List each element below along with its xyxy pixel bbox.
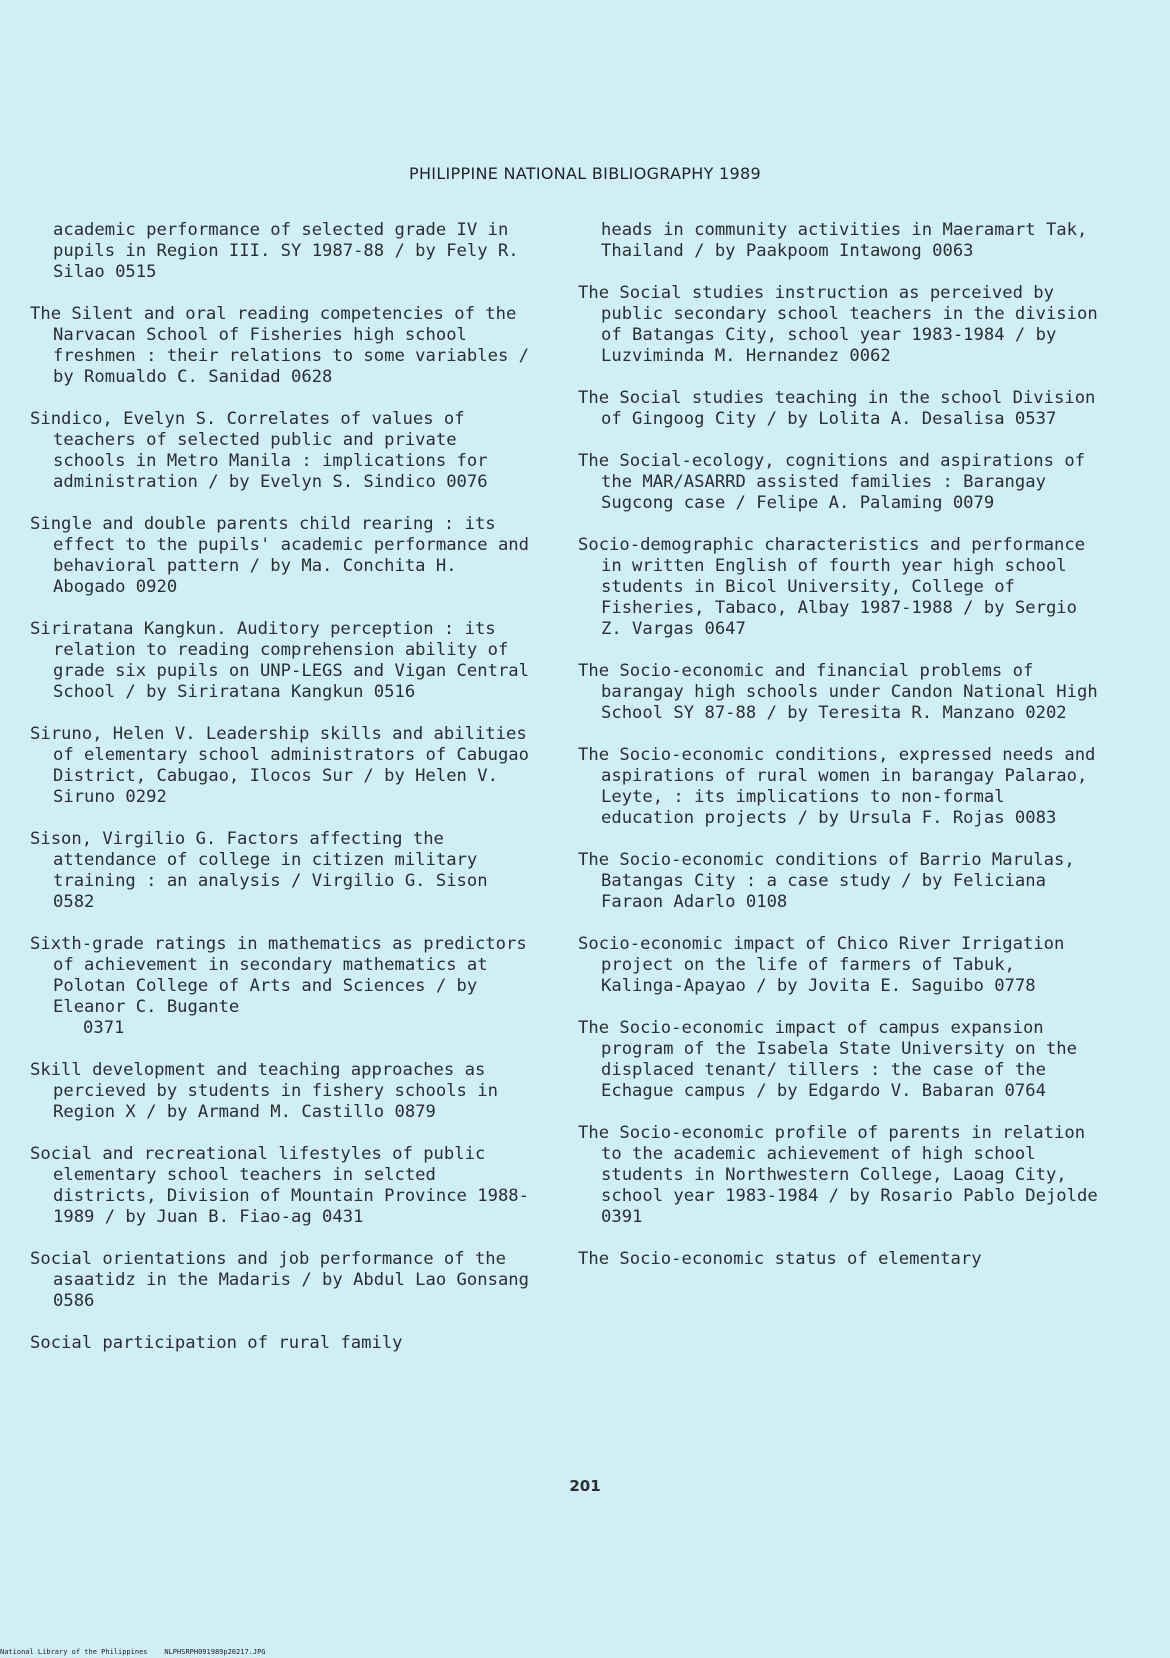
bibliography-entry: Single and double parents child rearing : its effect to the pupils' academic performance and behavioral pattern / by Ma. Conchita H. Abogado 0920 — [30, 514, 529, 597]
bibliography-entry: Sindico, Evelyn S. Correlates of values of teachers of selected public and private schools in Metro Manila : implications for administration / by Evelyn S. Sindico 0076 — [30, 409, 488, 492]
bibliography-entry — [30, 934, 530, 1039]
entry-continued: academic performance of selected grade IV in pupils in Region III. SY 1987-88 / by Fely R. Silao 0515 — [53, 220, 519, 282]
bibliography-entry: Socio-demographic characteristics and performance in written English of fourth year high school students in Bicol University, College of Fisheries, Tabaco, Albay 1987-1988 / by Sergio Z. Vargas 0647 — [578, 535, 1086, 639]
entry-continued: heads in community activities in Maeramart Tak, Thailand / by Paakpoom Intawong 0063 — [601, 220, 1088, 261]
bibliography-entry: The Social studies teaching in the school Division of Gingoog City / by Lolita A. Desalisa 0537 — [578, 388, 1096, 429]
entry-number: 0371 — [83, 1018, 125, 1038]
bibliography-entry: Sison, Virgilio G. Factors affecting the attendance of college in citizen military training : an analysis / Virgilio G. Sison 0582 — [30, 829, 488, 912]
page-header: PHILIPPINE NATIONAL BIBLIOGRAPHY 1989 — [409, 164, 761, 183]
bibliography-entry: Siruno, Helen V. Leadership skills and abilities of elementary school administrators of Cabugao District, Cabugao, Ilocos Sur / by Helen V. Siruno 0292 — [30, 724, 529, 807]
footer-library: National Library of the Philippines — [0, 1648, 148, 1656]
right-column — [578, 220, 1098, 1291]
bibliography-entry: Siriratana Kangkun. Auditory perception : its relation to reading comprehension ability of grade six pupils on UNP-LEGS and Vigan Central School / by Siriratana Kangkun 0516 — [30, 619, 529, 702]
footer-filename: NLPHSRPH091989p20217.JPG — [164, 1648, 266, 1656]
scan-footer — [0, 1648, 266, 1656]
bibliography-entry: The Socio-economic and financial problems of barangay high schools under Candon National High School SY 87-88 / by Teresita R. Manzano 0202 — [578, 661, 1098, 723]
bibliography-entry: The Silent and oral reading competencies of the Narvacan School of Fisheries high school freshmen : their relations to some variables / by Romualdo C. Sanidad 0628 — [30, 304, 529, 387]
page-number: 201 — [569, 1477, 601, 1495]
bibliography-entry: Skill development and teaching approaches as percieved by students in fishery schools in Region X / by Armand M. Castillo 0879 — [30, 1060, 498, 1122]
bibliography-entry: Social participation of rural family — [30, 1333, 403, 1353]
entry-text: Sixth-grade ratings in mathematics as predictors of achievement in secondary mathematics at Polotan College of Arts and Sciences / by Eleanor C. Bugante — [30, 934, 527, 1017]
bibliography-entry: The Socio-economic conditions of Barrio Marulas, Batangas City : a case study / by Feliciana Faraon Adarlo 0108 — [578, 850, 1075, 912]
bibliography-entry: The Socio-economic profile of parents in relation to the academic achievement of high school students in Northwestern College, Laoag City, school year 1983-1984 / by Rosario Pablo Dejolde 0391 — [578, 1123, 1098, 1227]
bibliography-entry: Social and recreational lifestyles of public elementary school teachers in selcted districts, Division of Mountain Province 1988-1989 / by Juan B. Fiao-ag 0431 — [30, 1144, 529, 1227]
bibliography-entry: The Socio-economic status of elementary — [578, 1249, 982, 1269]
bibliography-entry: Socio-economic impact of Chico River Irrigation project on the life of farmers of Tabuk, Kalinga-Apayao / by Jovita E. Saguibo 0778 — [578, 934, 1065, 996]
bibliography-entry: The Socio-economic conditions, expressed needs and aspirations of rural women in barangay Palarao, Leyte, : its implications to non-formal education projects / by Ursula F. Rojas 0083 — [578, 745, 1096, 828]
bibliography-entry: The Social studies instruction as perceived by public secondary school teachers in the division of Batangas City, school year 1983-1984 / by Luzviminda M. Hernandez 0062 — [578, 283, 1098, 366]
bibliography-entry: Social orientations and job performance of the asaatidz in the Madaris / by Abdul Lao Gonsang 0586 — [30, 1249, 529, 1311]
bibliography-entry: The Social-ecology, cognitions and aspirations of the MAR/ASARRD assisted families : Barangay Sugcong case / Felipe A. Palaming 0079 — [578, 451, 1086, 513]
bibliography-entry: The Socio-economic impact of campus expansion program of the Isabela State University on the displaced tenant/ tillers : the case of the Echague campus / by Edgardo V. Babaran 0764 — [578, 1018, 1077, 1101]
left-column — [30, 220, 530, 1375]
